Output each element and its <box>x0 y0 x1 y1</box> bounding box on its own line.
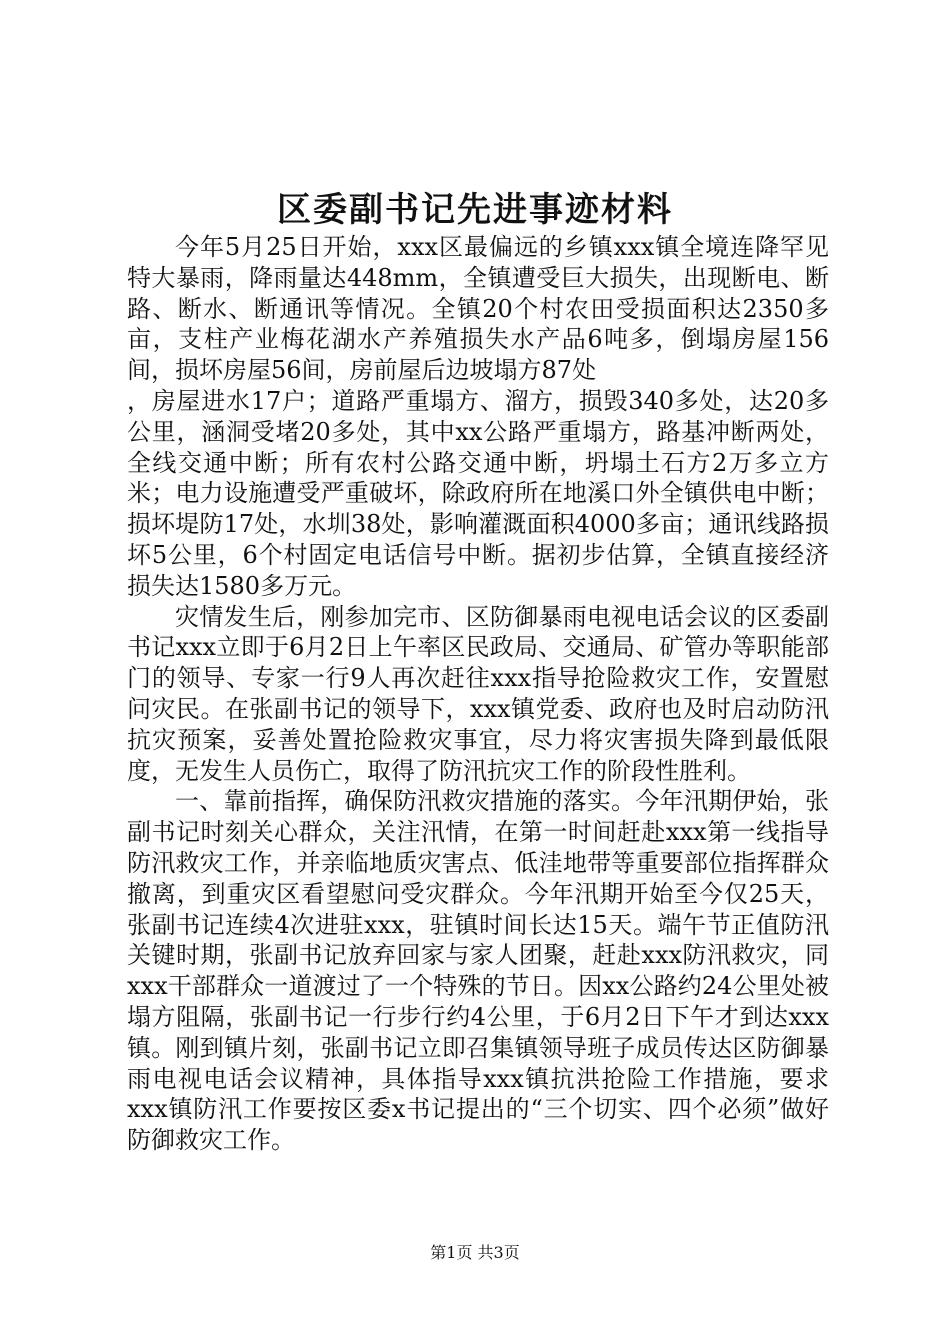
paragraph-2: ，房屋进水17户；道路严重塌方、溜方，损毁340多处，达20多公里，涵洞受堵20多处，其中xx公路严重塌方，路基冲断两处，全线交通中断；所有农村公路交通中断，坍塌土石方2万多立方米；电力设施遭受严重破坏，除政府所在地溪口外全镇供电中断；损坏堤防17处，水圳38处，影响灌溉面积4000多亩；通讯线路损坏5公里，6个村固定电话信号中断。据初步估算，全镇直接经济损失达1580多万元。 <box>127 386 829 600</box>
paragraph-4: 一、靠前指挥，确保防汛救灾措施的落实。今年汛期伊始，张副书记时刻关心群众，关注汛情，在第一时间赶赴xxx第一线指导防汛救灾工作，并亲临地质灾害点、低洼地带等重要部位指挥群众撤离，到重灾区看望慰问受灾群众。今年汛期开始至今仅25天，张副书记连续4次进驻xxx，驻镇时间长达15天。端午节正值防汛关键时期，张副书记放弃回家与家人团聚，赶赴xxx防汛救灾，同xxx干部群众一道渡过了一个特殊的节日。因xx公路约24公里处被塌方阻隔，张副书记一行步行约4公里，于6月2日下午才到达xxx镇。刚到镇片刻，张副书记立即召集镇领导班子成员传达区防御暴雨电视电话会议精神，具体指导xxx镇抗洪抢险工作措施，要求xxx镇防汛工作要按区委x书记提出的“三个切实、四个必须”做好防御救灾工作。 <box>127 787 829 1155</box>
paragraph-1: 今年5月25日开始，xxx区最偏远的乡镇xxx镇全境连降罕见特大暴雨，降雨量达448mm，全镇遭受巨大损失，出现断电、断路、断水、断通讯等情况。全镇20个村农田受损面积达2350多亩，支柱产业梅花湖水产养殖损失水产品6吨多，倒塌房屋156间，损坏房屋56间，房前屋后边坡塌方87处 <box>127 233 829 385</box>
paragraph-3: 灾情发生后，刚参加完市、区防御暴雨电视电话会议的区委副书记xxx立即于6月2日上午率区民政局、交通局、矿管办等职能部门的领导、专家一行9人再次赶往xxx指导抢险救灾工作，安置慰问灾民。在张副书记的领导下，xxx镇党委、政府也及时启动防汛抗灾预案，妥善处置抢险救灾事宜，尽力将灾害损失降到最低限度，无发生人员伤亡，取得了防汛抗灾工作的阶段性胜利。 <box>127 602 829 785</box>
document-body <box>127 232 829 1156</box>
page-footer: 第1页 共3页 <box>430 1243 520 1262</box>
document-title: 区委副书记先进事迹材料 <box>277 190 673 230</box>
